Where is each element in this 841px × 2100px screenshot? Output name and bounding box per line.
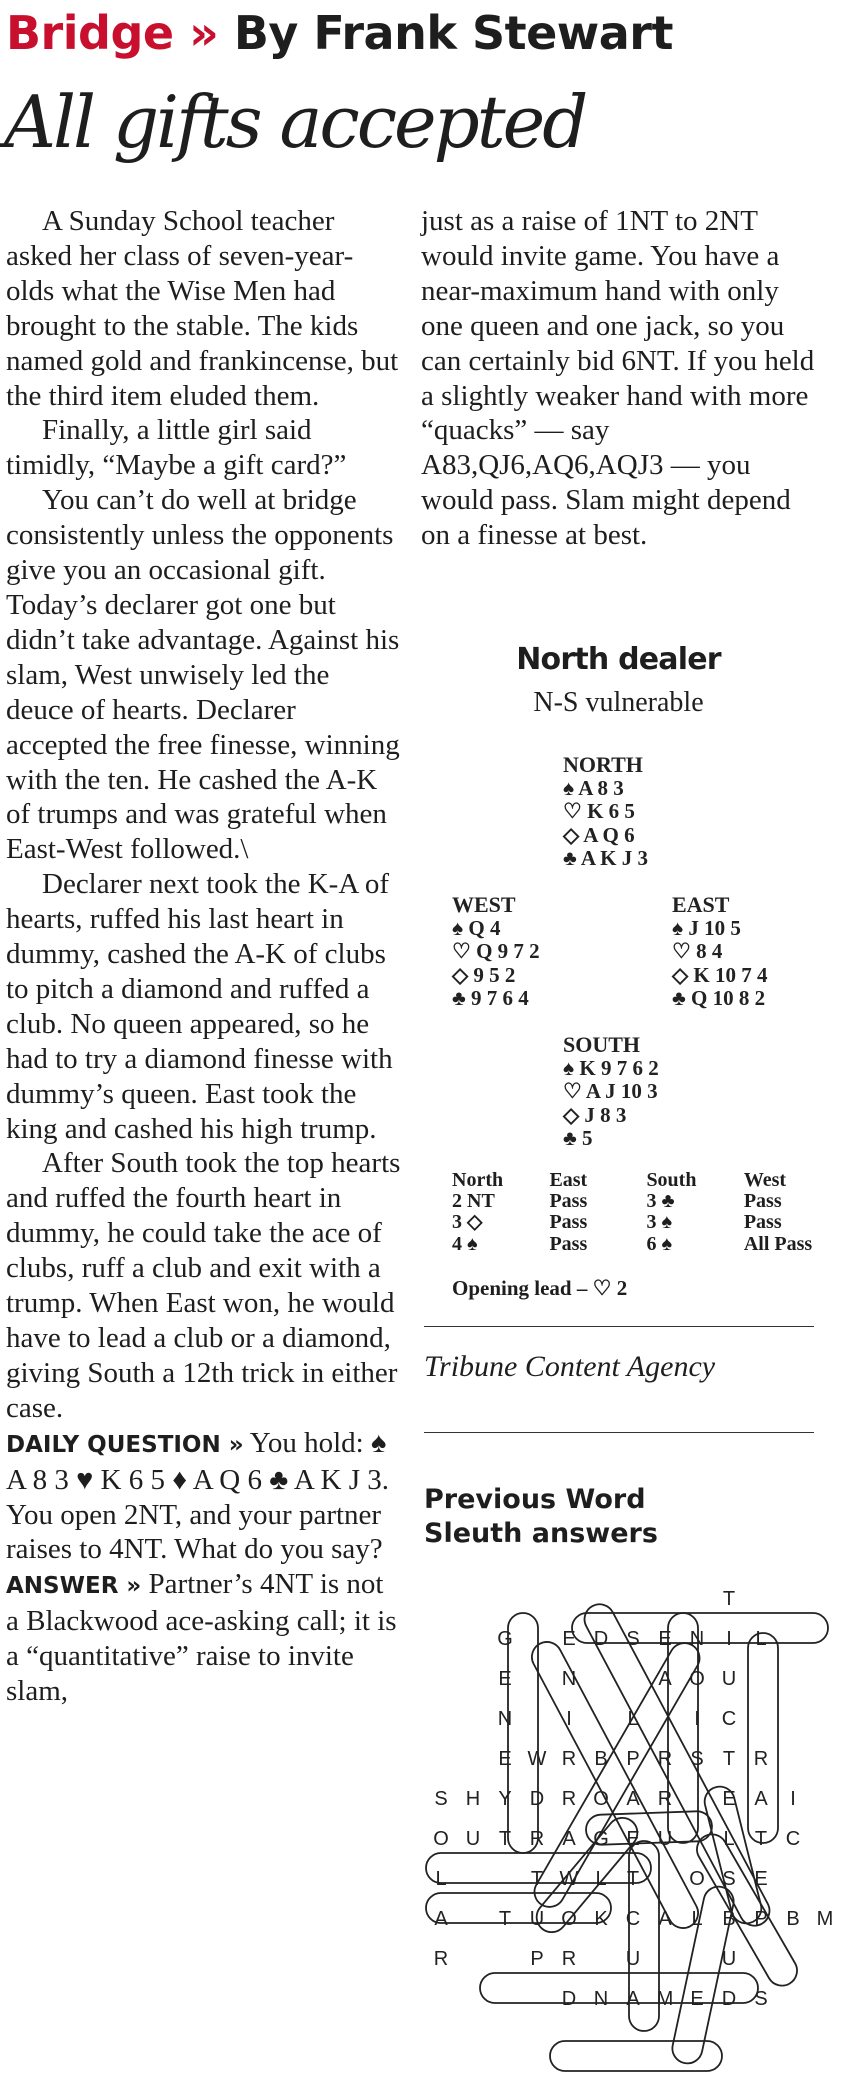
grid-letter: U [721,1668,737,1690]
grid-letter: O [433,1828,449,1850]
grid-letter: U [657,1828,673,1850]
grid-letter: T [530,1868,544,1890]
grid-letter: S [722,1868,736,1890]
grid-letter: P [530,1948,544,1970]
grid-letter: G [497,1628,513,1650]
grid-letter: T [722,1588,736,1610]
bidding-row [452,1191,841,1212]
grid-letter: A [626,1788,640,1810]
daily-question [6,1426,401,1568]
grid-letter: P [754,1908,768,1930]
bid-cell: Pass [743,1190,782,1213]
syndication-credit: Tribune Content Agency [424,1350,716,1383]
grid-letter: T [626,1868,640,1890]
grid-letter: M [816,1908,834,1930]
hand-name: WEST [452,892,516,917]
grid-letter: A [626,1988,640,2010]
grid-letter: K [594,1908,608,1930]
grid-letter: L [691,1908,703,1930]
grid-letter: I [790,1788,796,1810]
grid-letter: R [561,1788,577,1810]
spades-holding: ♠ J 10 5 [672,915,741,940]
grid-letter: A [658,1668,672,1690]
grid-letter: D [529,1788,545,1810]
grid-letter: L [595,1868,607,1890]
spades-holding: ♠ Q 4 [452,915,501,940]
article-title: All gifts accepted [4,80,586,164]
grid-letter: S [626,1628,640,1650]
grid-letter: T [754,1828,768,1850]
grid-letter: S [434,1788,448,1810]
author-byline: By Frank Stewart [233,6,673,60]
bid-cell: 4 ♠ [452,1232,478,1255]
paragraph: After South took the top hearts and ruffed the fourth heart in dummy, he could take the ace of clubs, ruff a club and exit with a trump. When East won, he would have to lead a club or a diamond, giving South a 12th trick in either case. [6,1147,401,1424]
grid-letter: N [497,1708,513,1730]
word-sleuth-grid [422,1585,834,2065]
bidding-header-cell: East [549,1169,588,1191]
diamonds-holding: ◇ A Q 6 [563,822,635,847]
grid-letter: I [726,1628,732,1650]
grid-letter: W [559,1868,579,1890]
grid-letter: R [561,1948,577,1970]
grid-letter: O [561,1908,577,1930]
hearts-holding: ♡ 8 4 [672,939,723,963]
grid-letter: I [566,1708,572,1730]
previous-puzzle-heading [424,1483,658,1551]
answer-ring [550,2041,722,2071]
bid-cell: 2 NT [452,1190,495,1213]
bid-cell: Pass [549,1211,588,1234]
section-label: Bridge » [6,6,219,60]
grid-letter: D [561,1988,577,2010]
answer-continued: just as a raise of 1NT to 2NT would invite game. You have a near-maximum hand with only one queen and one jack, so you can certainly bid 6NT. If you held a slightly weaker hand with more “quacks” — say A83,QJ6,AQ6,AQJ3 — you would pass. Slam might depend on a finesse at best. [421,205,815,552]
article-column-1 [6,204,401,1709]
spades-holding: ♠ K 9 7 6 2 [563,1055,659,1080]
daily-question-text: You hold: ♠ A 8 3 ♥ K 6 5 ♦ A Q 6 ♣ A K J 3. You open 2NT, and your partner raises to 4NT. What do you say? [6,1426,389,1566]
grid-letter: E [562,1628,576,1650]
grid-letter: A [658,1908,672,1930]
answer-ring [579,1599,774,1931]
diamonds-holding: ◇ K 10 7 4 [672,962,768,987]
column-header [6,6,673,60]
grid-letter: C [721,1708,737,1730]
article-column-2 [421,204,816,553]
grid-letter: N [689,1628,705,1650]
dealer-label: North dealer [516,642,721,677]
grid-letter: O [689,1668,705,1690]
bid-cell: Pass [743,1211,782,1234]
grid-letter: T [722,1748,736,1770]
bidding-header-cell: South [646,1169,697,1191]
grid-letter: U [721,1948,737,1970]
answer-ring [426,1893,611,1923]
grid-letter: A [754,1788,768,1810]
bidding-header-cell: North [452,1169,504,1191]
north-hand [563,753,648,871]
grid-letter: D [593,1628,609,1650]
hearts-holding: ♡ K 6 5 [563,799,635,823]
diamonds-holding: ◇ J 8 3 [563,1102,627,1127]
grid-letter: S [690,1748,704,1770]
grid-letter: L [755,1628,767,1650]
paragraph: Finally, a little girl said timidly, “Maybe a gift card?” [6,414,347,482]
grid-letter: B [786,1908,800,1930]
grid-letter: D [721,1988,737,2010]
bidding-header-cell: West [743,1169,787,1191]
grid-letter: E [722,1788,736,1810]
grid-letter: N [561,1668,577,1690]
grid-letter: I [694,1708,700,1730]
grid-letter: C [785,1828,801,1850]
east-hand [672,893,767,1011]
grid-letter: O [689,1868,705,1890]
deal-header [421,642,816,719]
grid-letter: H [465,1788,481,1810]
grid-letter: R [529,1828,545,1850]
grid-letter: W [527,1748,547,1770]
grid-letter: E [498,1748,512,1770]
grid-letter: U [529,1908,545,1930]
clubs-holding: ♣ 5 [563,1126,593,1150]
grid-letter: L [435,1868,447,1890]
grid-letter: B [722,1908,736,1930]
grid-letter: L [723,1828,735,1850]
opening-lead: Opening lead – ♡ 2 [452,1276,628,1300]
grid-letter: E [690,1988,704,2010]
previous-puzzle-line: Previous Word [424,1484,646,1515]
hearts-holding: ♡ Q 9 7 2 [452,939,540,963]
bid-cell: Pass [549,1190,588,1213]
diamonds-holding: ◇ 9 5 2 [452,962,516,987]
bid-cell: Pass [549,1232,588,1255]
bid-cell: All Pass [743,1232,813,1255]
clubs-holding: ♣ 9 7 6 4 [452,986,529,1010]
bidding-row [452,1212,841,1233]
hand-name: EAST [672,892,730,917]
hand-name: NORTH [563,752,643,777]
grid-letter: R [657,1748,673,1770]
bidding-row [452,1234,841,1255]
divider [424,1432,814,1433]
answer [6,1567,401,1709]
clubs-holding: ♣ Q 10 8 2 [672,986,766,1010]
bid-cell: 3 ♣ [646,1190,675,1213]
daily-question-label: DAILY QUESTION » [6,1431,244,1458]
grid-letter: E [754,1868,768,1890]
grid-letter: U [465,1828,481,1850]
grid-letter: R [753,1748,769,1770]
grid-letter: Y [498,1788,512,1810]
previous-puzzle-line: Sleuth answers [424,1518,658,1549]
grid-letter: C [625,1908,641,1930]
grid-letter: L [627,1708,639,1730]
grid-letter: E [626,1828,640,1850]
answer-text: Partner’s 4NT is not a Blackwood ace-asking call; it is a “quantitative” raise to invite slam, [6,1568,397,1708]
paragraph: Declarer next took the K-A of hearts, ruffed his last heart in dummy, cashed the A-K of clubs to pitch a diamond and ruffed a club. No queen appeared, so he had to try a diamond finesse with dummy’s queen. East took the king and cashed his high trump. [6,868,393,1145]
bidding-table [452,1170,841,1255]
answer-label: ANSWER » [6,1573,142,1600]
grid-letter: B [594,1748,608,1770]
answer-ring [748,1633,778,1843]
clubs-holding: ♣ A K J 3 [563,846,648,870]
paragraph: A Sunday School teacher asked her class of seven-year-olds what the Wise Men had brought to the stable. The kids named gold and frankincense, but the third item eluded them. [6,205,399,412]
hand-name: SOUTH [563,1032,641,1057]
grid-letter: U [625,1948,641,1970]
grid-letter: M [656,1988,674,2010]
grid-letter: R [657,1788,673,1810]
grid-letter: R [433,1948,449,1970]
grid-letter: E [658,1628,672,1650]
grid-letter: P [626,1748,640,1770]
hearts-holding: ♡ A J 10 3 [563,1079,658,1103]
bidding-header-row [452,1170,841,1191]
grid-letter: T [498,1908,512,1930]
bid-cell: 3 ♠ [646,1211,673,1234]
south-hand [563,1033,659,1151]
bid-cell: 3 ◇ [452,1211,483,1234]
grid-letter: O [593,1788,609,1810]
spades-holding: ♠ A 8 3 [563,775,624,800]
grid-letter: G [593,1828,609,1850]
grid-letter: A [562,1828,576,1850]
grid-letter: S [754,1988,768,2010]
paragraph: You can’t do well at bridge consistently unless the opponents give you an occasional gift. Today’s declarer got one but didn’t take advantage. Against his slam, West unwisely led the deuce of hearts. Declarer accepted the free finesse, winning with the ten. He cashed the A-K of trumps and was grateful when East-West followed.\ [6,484,400,866]
vulnerability-label: N-S vulnerable [533,687,704,718]
divider [424,1326,814,1327]
bid-cell: 6 ♠ [646,1232,673,1255]
grid-letter: R [561,1748,577,1770]
west-hand [452,893,540,1011]
grid-letter: N [593,1988,609,2010]
grid-letter: E [498,1668,512,1690]
grid-letter: A [434,1908,448,1930]
grid-letter: T [498,1828,512,1850]
